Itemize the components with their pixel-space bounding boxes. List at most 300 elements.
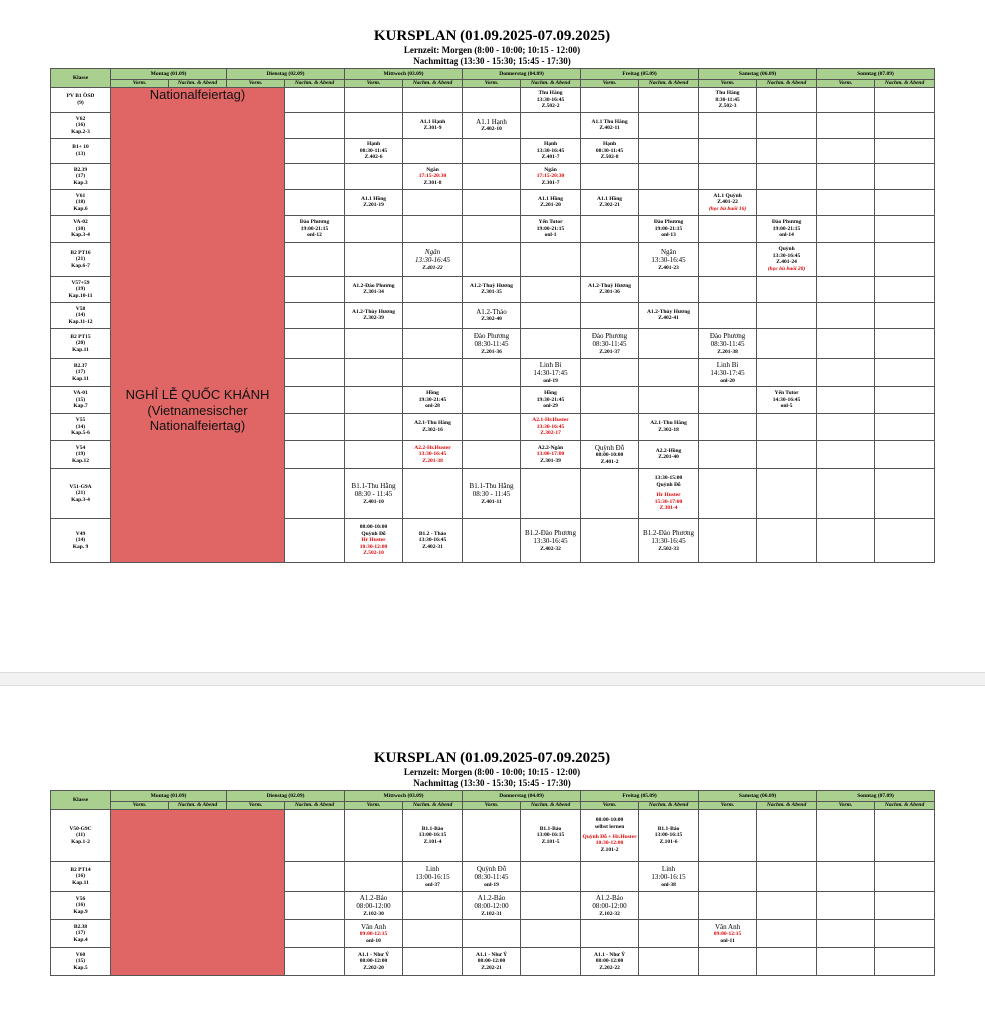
slot-samstag-vorm <box>699 468 757 518</box>
slot-sonntag-vorm <box>817 919 875 947</box>
slot-donnerstag-nachm <box>521 891 581 919</box>
slot-freitag-vorm <box>581 518 639 562</box>
slot-sonntag-vorm <box>817 440 875 468</box>
slot-freitag-vorm: Hạnh 08:30-11:45 Z.502-8 <box>581 138 639 163</box>
slot-donnerstag-nachm <box>521 302 581 328</box>
slot-sonntag-vorm <box>817 189 875 215</box>
slot-donnerstag-nachm <box>521 919 581 947</box>
slot-sonntag-nachm <box>875 163 935 189</box>
slot-dienstag-nachm <box>285 328 345 358</box>
slot-freitag-nachm <box>639 163 699 189</box>
slot-sonntag-nachm <box>875 138 935 163</box>
class-cell: V60 (15) Kap.5 <box>51 947 111 975</box>
slot-sonntag-vorm <box>817 302 875 328</box>
slot-donnerstag-nachm: Hồng 19:30-21:45 onl-29 <box>521 386 581 413</box>
slot-mittwoch-nachm <box>403 468 463 518</box>
slot-sonntag-vorm <box>817 809 875 861</box>
slot-samstag-vorm <box>699 947 757 975</box>
slot-samstag-nachm: Yến Tutor 14:30-16:45 onl-5 <box>757 386 817 413</box>
holiday-label-bottom: NGHỈ LỄ QUỐC KHÁNH (Vietnamesischer Nationalfeiertag) <box>125 386 270 434</box>
slot-donnerstag-nachm: B1.2-Đào Phương 13:30-16:45 Z.402-32 <box>521 518 581 562</box>
day-header-montag: Montag (01.09) <box>111 790 227 801</box>
class-cell: V55 (14) Kap.5-6 <box>51 413 111 440</box>
slot-donnerstag-vorm <box>463 215 521 242</box>
slot-freitag-nachm: Linh 13:00-16:15 onl-38 <box>639 861 699 891</box>
slot-donnerstag-nachm: A1.1 Hồng Z.201-20 <box>521 189 581 215</box>
slot-dienstag-nachm <box>285 468 345 518</box>
nachmittag-line: Nachmittag (13:30 - 15:30; 15:45 - 17:30) <box>413 777 571 788</box>
class-cell: V61 (18) Kap.6 <box>51 189 111 215</box>
slot-mittwoch-nachm <box>403 891 463 919</box>
slot-freitag-nachm: B1.1-Bảo 13:00-16:15 Z.101-6 <box>639 809 699 861</box>
slot-sonntag-vorm <box>817 242 875 276</box>
slot-sonntag-nachm <box>875 919 935 947</box>
slot-mittwoch-vorm: A1.2-Đào Phương Z.301-34 <box>345 276 403 302</box>
vorm-header: Vorm. <box>111 801 169 809</box>
slot-donnerstag-nachm: Hạnh 13:30-16:45 Z.401-7 <box>521 138 581 163</box>
slot-samstag-nachm <box>757 861 817 891</box>
klasse-header: Klasse <box>51 68 111 87</box>
slot-sonntag-vorm <box>817 518 875 562</box>
holiday-block <box>111 87 285 562</box>
slot-mittwoch-vorm: B1.1-Thu Hằng 08:30 - 11:45 Z.401-10 <box>345 468 403 518</box>
slot-donnerstag-nachm <box>521 242 581 276</box>
sub-header-row <box>51 79 935 87</box>
nachm-header: Nachm. & Abend <box>285 801 345 809</box>
day-header-dienstag: Dienstag (02.09) <box>227 68 345 79</box>
slot-mittwoch-nachm <box>403 302 463 328</box>
slot-sonntag-nachm <box>875 440 935 468</box>
slot-samstag-vorm <box>699 413 757 440</box>
nachm-header: Nachm. & Abend <box>521 79 581 87</box>
schedule-table <box>50 790 935 976</box>
slot-samstag-vorm <box>699 386 757 413</box>
slot-freitag-nachm <box>639 328 699 358</box>
slot-dienstag-nachm <box>285 189 345 215</box>
slot-mittwoch-vorm: A1.1 - Như Ý 08:00-12:00 Z.202-20 <box>345 947 403 975</box>
slot-freitag-nachm: 13:30-15:00 Quỳnh Đỗ Hr Huster 15:30-17:00 Z.301-4 <box>639 468 699 518</box>
vorm-header: Vorm. <box>227 801 285 809</box>
slot-mittwoch-nachm: Ngân 17:15-20:30 Z.301-8 <box>403 163 463 189</box>
sheet-header <box>50 750 934 788</box>
slot-donnerstag-vorm: Quỳnh Đỗ 08:30-11:45 onl-19 <box>463 861 521 891</box>
nachm-header: Nachm. & Abend <box>285 79 345 87</box>
slot-mittwoch-vorm: A1.1 Hồng Z.201-19 <box>345 189 403 215</box>
slot-sonntag-nachm <box>875 861 935 891</box>
sub-header-row <box>51 801 935 809</box>
vorm-header: Vorm. <box>345 801 403 809</box>
day-header-dienstag: Dienstag (02.09) <box>227 790 345 801</box>
slot-donnerstag-vorm <box>463 242 521 276</box>
slot-donnerstag-nachm <box>521 328 581 358</box>
nachm-header: Nachm. & Abend <box>639 801 699 809</box>
slot-freitag-vorm <box>581 302 639 328</box>
slot-sonntag-nachm <box>875 328 935 358</box>
vorm-header: Vorm. <box>699 79 757 87</box>
slot-donnerstag-vorm <box>463 809 521 861</box>
slot-sonntag-vorm <box>817 891 875 919</box>
slot-sonntag-nachm <box>875 215 935 242</box>
slot-sonntag-vorm <box>817 276 875 302</box>
slot-freitag-vorm: A1.1 Thu Hằng Z.402-11 <box>581 112 639 138</box>
class-cell: VA-01 (15) Kap.7 <box>51 386 111 413</box>
slot-mittwoch-nachm: A1.1 Hạnh Z.301-9 <box>403 112 463 138</box>
slot-freitag-vorm: A1.1 - Như Ý 08:00-12:00 Z.202-22 <box>581 947 639 975</box>
sheet-header <box>50 28 934 66</box>
slot-samstag-nachm <box>757 138 817 163</box>
slot-mittwoch-nachm <box>403 947 463 975</box>
class-cell: V49 (14) Kap. 9 <box>51 518 111 562</box>
slot-donnerstag-nachm <box>521 861 581 891</box>
slot-freitag-nachm <box>639 358 699 386</box>
slot-sonntag-nachm <box>875 518 935 562</box>
day-header-samstag: Samstag (06.09) <box>699 68 817 79</box>
slot-mittwoch-nachm <box>403 276 463 302</box>
slot-donnerstag-vorm: A1.1 Hạnh Z.402-10 <box>463 112 521 138</box>
nachm-header: Nachm. & Abend <box>169 801 227 809</box>
slot-mittwoch-vorm <box>345 358 403 386</box>
slot-samstag-nachm <box>757 189 817 215</box>
day-header-donnerstag: Donnerstag (04.09) <box>463 790 581 801</box>
slot-dienstag-nachm <box>285 112 345 138</box>
slot-mittwoch-nachm <box>403 358 463 386</box>
slot-donnerstag-vorm: A1.2-Thảo Z.302-40 <box>463 302 521 328</box>
slot-mittwoch-nachm: Hồng 19:30-21:45 onl-28 <box>403 386 463 413</box>
slot-sonntag-nachm <box>875 468 935 518</box>
slot-donnerstag-vorm: A1.2-Thuỳ Hương Z.301-35 <box>463 276 521 302</box>
class-cell: B2.39 (17) Kap.3 <box>51 163 111 189</box>
slot-samstag-vorm <box>699 163 757 189</box>
slot-donnerstag-nachm <box>521 468 581 518</box>
slot-donnerstag-nachm: Yến Tutor 19:00-21:15 onl-1 <box>521 215 581 242</box>
nachm-header: Nachm. & Abend <box>521 801 581 809</box>
slot-samstag-vorm <box>699 518 757 562</box>
slot-mittwoch-nachm <box>403 87 463 112</box>
slot-sonntag-nachm <box>875 276 935 302</box>
schedule-table <box>50 68 935 563</box>
slot-freitag-vorm: A1.1 Hồng Z.302-21 <box>581 189 639 215</box>
slot-sonntag-nachm <box>875 891 935 919</box>
slot-sonntag-vorm <box>817 163 875 189</box>
class-cell: VA-02 (10) Kap.3-4 <box>51 215 111 242</box>
slot-mittwoch-vorm <box>345 440 403 468</box>
vorm-header: Vorm. <box>227 79 285 87</box>
slot-mittwoch-vorm <box>345 215 403 242</box>
slot-samstag-vorm <box>699 242 757 276</box>
nachm-header: Nachm. & Abend <box>403 79 463 87</box>
slot-donnerstag-nachm: Linh Bi 14:30-17:45 onl-19 <box>521 358 581 386</box>
slot-donnerstag-vorm <box>463 919 521 947</box>
slot-sonntag-vorm <box>817 861 875 891</box>
slot-sonntag-nachm <box>875 87 935 112</box>
slot-freitag-nachm <box>639 189 699 215</box>
nachm-header: Nachm. & Abend <box>757 79 817 87</box>
slot-sonntag-vorm <box>817 328 875 358</box>
page-title: KURSPLAN (01.09.2025-07.09.2025) <box>373 750 611 766</box>
class-cell: B2 PT15 (20) Kap.11 <box>51 328 111 358</box>
slot-freitag-nachm <box>639 919 699 947</box>
slot-samstag-nachm: Quỳnh 13:30-16:45 Z.401-24 (học bù buổi 20) <box>757 242 817 276</box>
class-cell: V56 (16) Kap.9 <box>51 891 111 919</box>
slot-donnerstag-vorm: A1.1 - Như Ý 08:00-12:00 Z.202-21 <box>463 947 521 975</box>
slot-donnerstag-nachm: A2.1-Hr.Huster 13:30-16:45 Z.302-17 <box>521 413 581 440</box>
slot-freitag-vorm <box>581 358 639 386</box>
slot-freitag-vorm <box>581 386 639 413</box>
vorm-header: Vorm. <box>463 79 521 87</box>
nachm-header: Nachm. & Abend <box>639 79 699 87</box>
slot-samstag-vorm <box>699 891 757 919</box>
slot-donnerstag-vorm <box>463 189 521 215</box>
slot-dienstag-nachm <box>285 947 345 975</box>
nachm-header: Nachm. & Abend <box>403 801 463 809</box>
slot-donnerstag-nachm <box>521 947 581 975</box>
slot-mittwoch-vorm <box>345 112 403 138</box>
slot-sonntag-vorm <box>817 358 875 386</box>
slot-freitag-vorm <box>581 468 639 518</box>
slot-mittwoch-nachm: Ngân 13:30-16:45 Z.401-22 <box>403 242 463 276</box>
slot-dienstag-nachm <box>285 518 345 562</box>
slot-samstag-vorm: A1.1 Quỳnh Z.401-22 (học bù buổi 16) <box>699 189 757 215</box>
slot-dienstag-nachm <box>285 891 345 919</box>
page-title: KURSPLAN (01.09.2025-07.09.2025) <box>373 28 611 44</box>
slot-mittwoch-vorm <box>345 242 403 276</box>
slot-dienstag-nachm <box>285 440 345 468</box>
day-header-mittwoch: Mittwoch (03.09) <box>345 790 463 801</box>
slot-freitag-vorm: Quỳnh Đỗ 08:00-10:00 Z.401-2 <box>581 440 639 468</box>
slot-donnerstag-nachm: Ngân 17:15-20:30 Z.301-7 <box>521 163 581 189</box>
slot-freitag-nachm <box>639 138 699 163</box>
class-cell: PV B1 ÖSD (9) <box>51 87 111 112</box>
slot-samstag-vorm: Linh Bi 14:30-17:45 onl-20 <box>699 358 757 386</box>
slot-samstag-vorm <box>699 215 757 242</box>
slot-donnerstag-nachm <box>521 276 581 302</box>
slot-samstag-nachm <box>757 809 817 861</box>
slot-donnerstag-vorm <box>463 138 521 163</box>
slot-samstag-nachm <box>757 302 817 328</box>
vorm-header: Vorm. <box>581 801 639 809</box>
slot-freitag-nachm <box>639 947 699 975</box>
slot-sonntag-nachm <box>875 386 935 413</box>
slot-mittwoch-vorm <box>345 328 403 358</box>
slot-freitag-nachm <box>639 891 699 919</box>
slot-mittwoch-nachm: B1.1-Bảo 13:00-16:15 Z.101-4 <box>403 809 463 861</box>
slot-samstag-nachm <box>757 328 817 358</box>
slot-samstag-nachm <box>757 276 817 302</box>
nachm-header: Nachm. & Abend <box>169 79 227 87</box>
slot-samstag-nachm <box>757 518 817 562</box>
day-header-donnerstag: Donnerstag (04.09) <box>463 68 581 79</box>
slot-sonntag-nachm <box>875 947 935 975</box>
slot-donnerstag-vorm: Đào Phương 08:30-11:45 Z.201-36 <box>463 328 521 358</box>
slot-samstag-vorm: Đào Phương 08:30-11:45 Z.201-38 <box>699 328 757 358</box>
schedule-sheet-2 <box>50 750 934 976</box>
day-header-samstag: Samstag (06.09) <box>699 790 817 801</box>
slot-donnerstag-vorm: B1.1-Thu Hằng 08:30 - 11:45 Z.401-11 <box>463 468 521 518</box>
vorm-header: Vorm. <box>345 79 403 87</box>
slot-donnerstag-vorm <box>463 386 521 413</box>
slot-sonntag-nachm <box>875 358 935 386</box>
slot-samstag-nachm <box>757 112 817 138</box>
slot-freitag-nachm: Đào Phương 19:00-21:15 onl-13 <box>639 215 699 242</box>
slot-sonntag-vorm <box>817 215 875 242</box>
slot-freitag-vorm <box>581 87 639 112</box>
slot-mittwoch-vorm <box>345 163 403 189</box>
slot-sonntag-vorm <box>817 87 875 112</box>
holiday-label-top: Nationalfeiertag) <box>149 87 246 103</box>
slot-mittwoch-vorm <box>345 809 403 861</box>
class-cell: V51-G9A (21) Kap.3-4 <box>51 468 111 518</box>
slot-mittwoch-nachm <box>403 215 463 242</box>
slot-samstag-nachm <box>757 163 817 189</box>
nachm-header: Nachm. & Abend <box>757 801 817 809</box>
slot-mittwoch-vorm <box>345 87 403 112</box>
slot-dienstag-nachm <box>285 138 345 163</box>
slot-mittwoch-nachm: A2.2-Hr.Huster 13:30-16:45 Z.201-38 <box>403 440 463 468</box>
slot-mittwoch-vorm: 08:00-10:00 Quỳnh Đỗ Hr Huster 10:30-12:00 Z.502-10 <box>345 518 403 562</box>
slot-samstag-nachm <box>757 87 817 112</box>
slot-dienstag-nachm <box>285 276 345 302</box>
slot-samstag-nachm <box>757 891 817 919</box>
slot-dienstag-nachm <box>285 358 345 386</box>
slot-freitag-nachm <box>639 386 699 413</box>
class-cell: B2 PT16 (21) Kap.6-7 <box>51 242 111 276</box>
slot-sonntag-vorm <box>817 468 875 518</box>
lernzeit-line: Lernzeit: Morgen (8:00 - 10:00; 10:15 - 12:00) <box>403 767 581 778</box>
slot-freitag-vorm <box>581 919 639 947</box>
slot-dienstag-nachm <box>285 302 345 328</box>
slot-sonntag-vorm <box>817 138 875 163</box>
day-header-row <box>51 68 935 79</box>
slot-samstag-vorm: Vân Anh 09:00-12:15 onl-11 <box>699 919 757 947</box>
slot-samstag-vorm <box>699 302 757 328</box>
slot-samstag-nachm: Đào Phương 19:00-21:15 onl-14 <box>757 215 817 242</box>
slot-sonntag-vorm <box>817 413 875 440</box>
slot-samstag-vorm <box>699 440 757 468</box>
slot-freitag-vorm: 08:00-10:00 selbst lernen Quỳnh Đỗ + Hr.Huster 10:30-12:00 Z.101-2 <box>581 809 639 861</box>
day-header-row <box>51 790 935 801</box>
slot-mittwoch-vorm <box>345 861 403 891</box>
slot-freitag-vorm <box>581 861 639 891</box>
schedule-sheet-1 <box>50 28 934 563</box>
slot-dienstag-nachm <box>285 413 345 440</box>
slot-dienstag-nachm <box>285 163 345 189</box>
slot-mittwoch-vorm: Hạnh 08:30-11:45 Z.402-6 <box>345 138 403 163</box>
slot-dienstag-nachm: Đào Phương 19:00-21:15 onl-12 <box>285 215 345 242</box>
slot-donnerstag-vorm <box>463 358 521 386</box>
table-row <box>51 809 935 861</box>
slot-freitag-nachm <box>639 112 699 138</box>
slot-samstag-nachm <box>757 919 817 947</box>
nachm-header: Nachm. & Abend <box>875 801 935 809</box>
slot-sonntag-nachm <box>875 242 935 276</box>
slot-freitag-nachm: A1.2-Thùy Hương Z.402-41 <box>639 302 699 328</box>
day-header-sonntag: Sonntag (07.09) <box>817 790 935 801</box>
slot-freitag-vorm <box>581 215 639 242</box>
slot-samstag-vorm <box>699 861 757 891</box>
lernzeit-line: Lernzeit: Morgen (8:00 - 10:00; 10:15 - 12:00) <box>403 45 581 56</box>
holiday-block <box>111 809 285 975</box>
class-cell: B2 PT14 (16) Kap.11 <box>51 861 111 891</box>
class-cell: V50-G9C (11) Kap.1-2 <box>51 809 111 861</box>
slot-samstag-vorm <box>699 138 757 163</box>
slot-donnerstag-vorm <box>463 440 521 468</box>
slot-freitag-vorm: A1.2-Thuỳ Hương Z.301-36 <box>581 276 639 302</box>
slot-mittwoch-nachm <box>403 189 463 215</box>
slot-sonntag-vorm <box>817 386 875 413</box>
class-cell: V54 (19) Kap.12 <box>51 440 111 468</box>
slot-sonntag-nachm <box>875 809 935 861</box>
slot-dienstag-nachm <box>285 87 345 112</box>
slot-sonntag-nachm <box>875 413 935 440</box>
page-separator <box>0 672 985 686</box>
slot-samstag-nachm <box>757 413 817 440</box>
slot-dienstag-nachm <box>285 242 345 276</box>
slot-sonntag-vorm <box>817 947 875 975</box>
slot-sonntag-nachm <box>875 302 935 328</box>
slot-dienstag-nachm <box>285 919 345 947</box>
slot-samstag-nachm <box>757 358 817 386</box>
slot-donnerstag-nachm: Thu Hằng 13:30-16:45 Z.502-2 <box>521 87 581 112</box>
slot-mittwoch-vorm: A1.2-Thùy Hương Z.302-39 <box>345 302 403 328</box>
class-cell: V62 (16) Kap.2-3 <box>51 112 111 138</box>
class-cell: B2.37 (17) Kap.11 <box>51 358 111 386</box>
slot-mittwoch-nachm: A2.1-Thu Hằng Z.302-16 <box>403 413 463 440</box>
slot-mittwoch-nachm <box>403 328 463 358</box>
vorm-header: Vorm. <box>817 801 875 809</box>
slot-freitag-nachm: B1.2-Đào Phương 13:30-16:45 Z.502-33 <box>639 518 699 562</box>
slot-dienstag-nachm <box>285 809 345 861</box>
slot-samstag-vorm: Thu Hằng 8:30-11:45 Z.502-3 <box>699 87 757 112</box>
slot-samstag-vorm <box>699 276 757 302</box>
slot-samstag-vorm <box>699 112 757 138</box>
slot-samstag-nachm <box>757 468 817 518</box>
slot-donnerstag-vorm: A1.2-Bảo 08:00-12:00 Z.102-31 <box>463 891 521 919</box>
slot-samstag-nachm <box>757 947 817 975</box>
class-cell: B2.38 (17) Kap.4 <box>51 919 111 947</box>
slot-sonntag-nachm <box>875 189 935 215</box>
slot-donnerstag-vorm <box>463 413 521 440</box>
vorm-header: Vorm. <box>111 79 169 87</box>
slot-freitag-vorm: A1.2-Bảo 08:00-12:00 Z.102-32 <box>581 891 639 919</box>
slot-donnerstag-vorm <box>463 163 521 189</box>
table-row <box>51 87 935 112</box>
vorm-header: Vorm. <box>699 801 757 809</box>
slot-donnerstag-nachm <box>521 112 581 138</box>
day-header-freitag: Freitag (05.09) <box>581 790 699 801</box>
slot-freitag-nachm <box>639 276 699 302</box>
day-header-mittwoch: Mittwoch (03.09) <box>345 68 463 79</box>
slot-sonntag-nachm <box>875 112 935 138</box>
slot-dienstag-nachm <box>285 861 345 891</box>
slot-mittwoch-nachm: B1.2 - Thảo 13:30-16:45 Z.402-31 <box>403 518 463 562</box>
slot-freitag-vorm <box>581 163 639 189</box>
slot-donnerstag-nachm: B1.1-Bảo 13:00-16:15 Z.101-5 <box>521 809 581 861</box>
class-cell: V57+59 (19) Kap.10-11 <box>51 276 111 302</box>
vorm-header: Vorm. <box>581 79 639 87</box>
slot-mittwoch-vorm <box>345 386 403 413</box>
day-header-freitag: Freitag (05.09) <box>581 68 699 79</box>
slot-samstag-nachm <box>757 440 817 468</box>
slot-freitag-vorm <box>581 242 639 276</box>
slot-freitag-vorm <box>581 413 639 440</box>
nachmittag-line: Nachmittag (13:30 - 15:30; 15:45 - 17:30) <box>413 55 571 66</box>
day-header-sonntag: Sonntag (07.09) <box>817 68 935 79</box>
klasse-header: Klasse <box>51 790 111 809</box>
slot-dienstag-nachm <box>285 386 345 413</box>
slot-donnerstag-nachm: A2.2-Ngân 13:00-17:00 Z.301-39 <box>521 440 581 468</box>
slot-freitag-vorm: Đào Phương 08:30-11:45 Z.201-37 <box>581 328 639 358</box>
nachm-header: Nachm. & Abend <box>875 79 935 87</box>
